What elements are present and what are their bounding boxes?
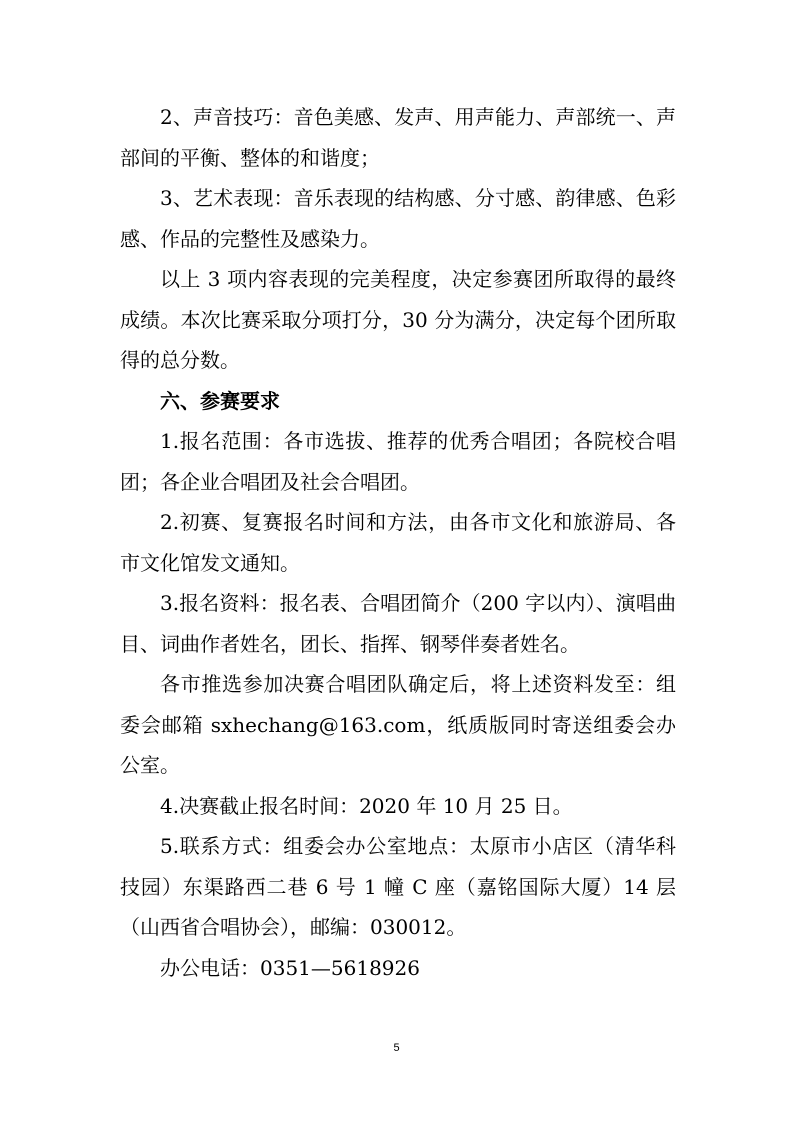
requirement-submission-email: 各市推选参加决赛合唱团队确定后，将上述资料发至：组委会邮箱 sxhechang@163.com，纸质版同时寄送组委会办公室。 [120,672,676,777]
document-body [120,97,676,988]
requirement-office-phone: 办公电话：0351—5618926 [160,955,420,980]
requirement-registration-scope: 1.报名范围：各市选拔、推荐的优秀合唱团；各院校合唱团；各企业合唱团及社会合唱团。 [120,429,676,494]
requirement-contact-address: 5.联系方式：组委会办公室地点：太原市小店区（清华科技园）东渠路西二巷 6 号 1 幢 C 座（嘉铭国际大厦）14 层（山西省合唱协会），邮编：030012。 [120,834,676,939]
requirement-registration-materials: 3.报名资料：报名表、合唱团简介（200 字以内）、演唱曲目、词曲作者姓名，团长、指挥、钢琴伴奏者姓名。 [120,591,676,656]
requirement-registration-method: 2.初赛、复赛报名时间和方法，由各市文化和旅游局、各市文化馆发文通知。 [120,510,676,575]
requirement-deadline: 4.决赛截止报名时间：2020 年 10 月 25 日。 [160,793,573,818]
paragraph-artistic-expression: 3、艺术表现：音乐表现的结构感、分寸感、韵律感、色彩感、作品的完整性及感染力。 [120,186,676,251]
paragraph-vocal-technique: 2、声音技巧：音色美感、发声、用声能力、声部统一、声部间的平衡、整体的和谐度； [120,105,676,170]
section-heading: 六、参赛要求 [160,388,280,413]
paragraph-scoring: 以上 3 项内容表现的完美程度，决定参赛团所取得的最终成绩。本次比赛采取分项打分，30 分为满分，决定每个团所取得的总分数。 [120,267,676,372]
page-number: 5 [393,1042,400,1054]
